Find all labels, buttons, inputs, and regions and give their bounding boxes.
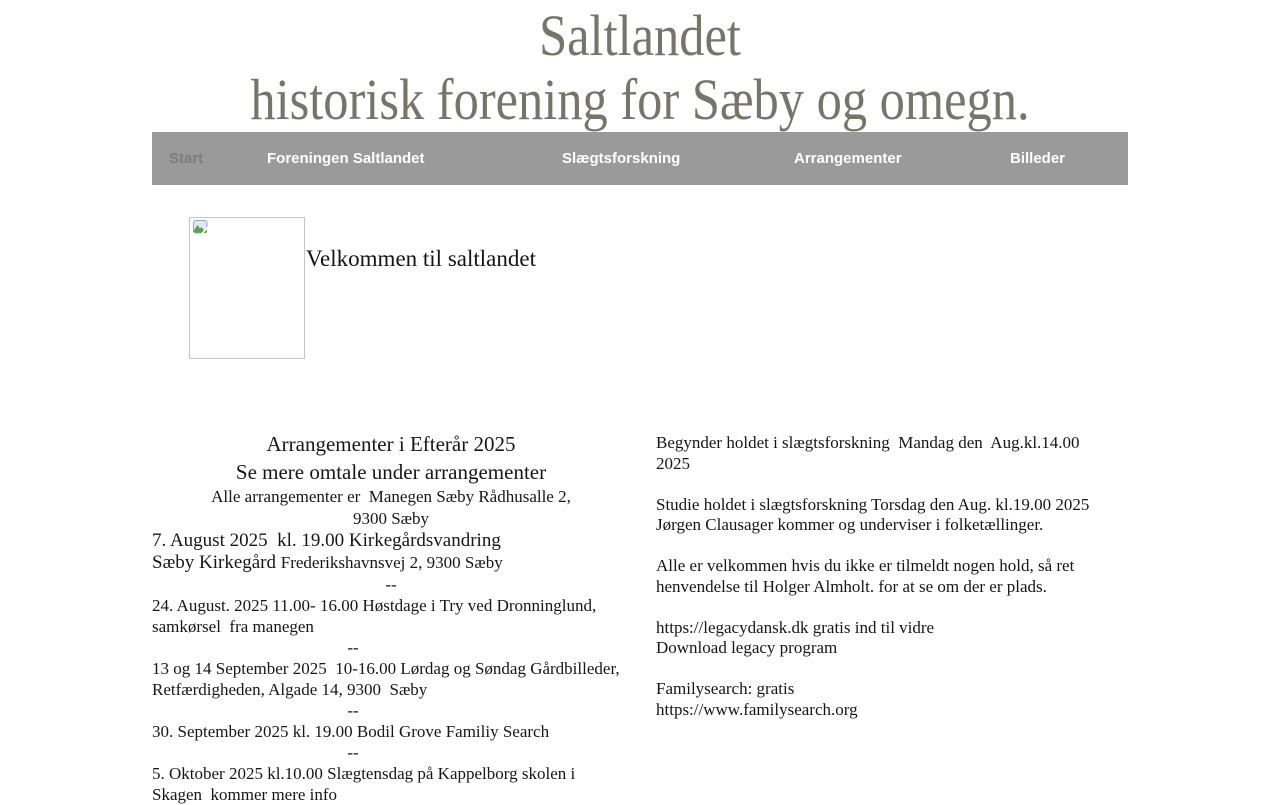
separator-dashes: -- — [347, 743, 359, 762]
event-item: 7. August 2025 kl. 19.00 Kirkegårdsvandring — [152, 530, 501, 551]
main-nav — [152, 132, 1128, 185]
broken-image-icon — [193, 220, 209, 235]
site-title: Saltlandet — [539, 3, 741, 68]
genealogy-familysearch-link-text: Familysearch: gratis https://www.familysearch.org — [656, 679, 858, 719]
event-item: 13 og 14 September 2025 10-16.00 Lørdag og Søndag Gårdbilleder, Retfærdigheden, Algade 14, 9300 Sæby — [152, 659, 620, 699]
events-venue-line: Alle arrangementer er Manegen Sæby Rådhusalle 2, — [211, 487, 571, 506]
genealogy-column — [656, 430, 1108, 805]
separator-dashes: -- — [347, 701, 359, 720]
nav-item-arrangementer[interactable]: Arrangementer — [794, 150, 902, 167]
main-content — [152, 430, 1128, 805]
separator-dashes: -- — [347, 638, 359, 657]
event-item: 24. August. 2025 11.00- 16.00 Høstdage i Try ved Dronninglund, samkørsel fra manegen — [152, 596, 597, 636]
welcome-section — [189, 217, 1128, 359]
events-subtitle: Se mere omtale under arrangementer — [235, 460, 547, 484]
event-item: 5. Oktober 2025 kl.10.00 Slægtensdag på Kappelborg skolen i Skagen kommer mere info — [152, 764, 576, 804]
event-item-address: Frederikshavnsvej 2, 9300 Sæby — [280, 553, 503, 572]
events-venue-city: 9300 Sæby — [352, 509, 430, 528]
events-column — [152, 430, 630, 805]
site-header — [152, 0, 1128, 132]
separator-dashes: -- — [385, 575, 397, 594]
nav-item-slaegtsforskning[interactable]: Slægtsforskning — [562, 150, 681, 167]
nav-item-billeder[interactable]: Billeder — [1010, 150, 1066, 167]
event-item: 30. September 2025 kl. 19.00 Bodil Grove Familiy Search — [152, 722, 550, 741]
genealogy-beginner-course: Begynder holdet i slægtsforskning Mandag den Aug.kl.14.00 2025 — [656, 433, 1080, 473]
event-item — [152, 552, 630, 574]
welcome-image-placeholder — [189, 217, 305, 359]
genealogy-study-course: Studie holdet i slægtsforskning Torsdag den Aug. kl.19.00 2025 Jørgen Clausager kommer og underviser i folketællinger. — [656, 494, 1090, 534]
genealogy-welcome-note: Alle er velkommen hvis du ikke er tilmeldt nogen hold, så ret henvendelse til Holger Almholt. for at se om der er plads. — [656, 556, 1075, 596]
welcome-heading: Velkommen til saltlandet — [306, 246, 536, 271]
site-subtitle: historisk forening for Sæby og omegn. — [250, 67, 1030, 132]
genealogy-legacy-link-text: https://legacydansk.dk gratis ind til vidre Download legacy program — [656, 617, 935, 657]
nav-item-foreningen-saltlandet[interactable]: Foreningen Saltlandet — [267, 150, 425, 167]
event-item-place: Sæby Kirkegård — [152, 552, 281, 573]
events-title: Arrangementer i Efterår 2025 — [266, 432, 516, 456]
nav-item-start[interactable]: Start — [169, 150, 204, 167]
page-container — [152, 0, 1128, 805]
